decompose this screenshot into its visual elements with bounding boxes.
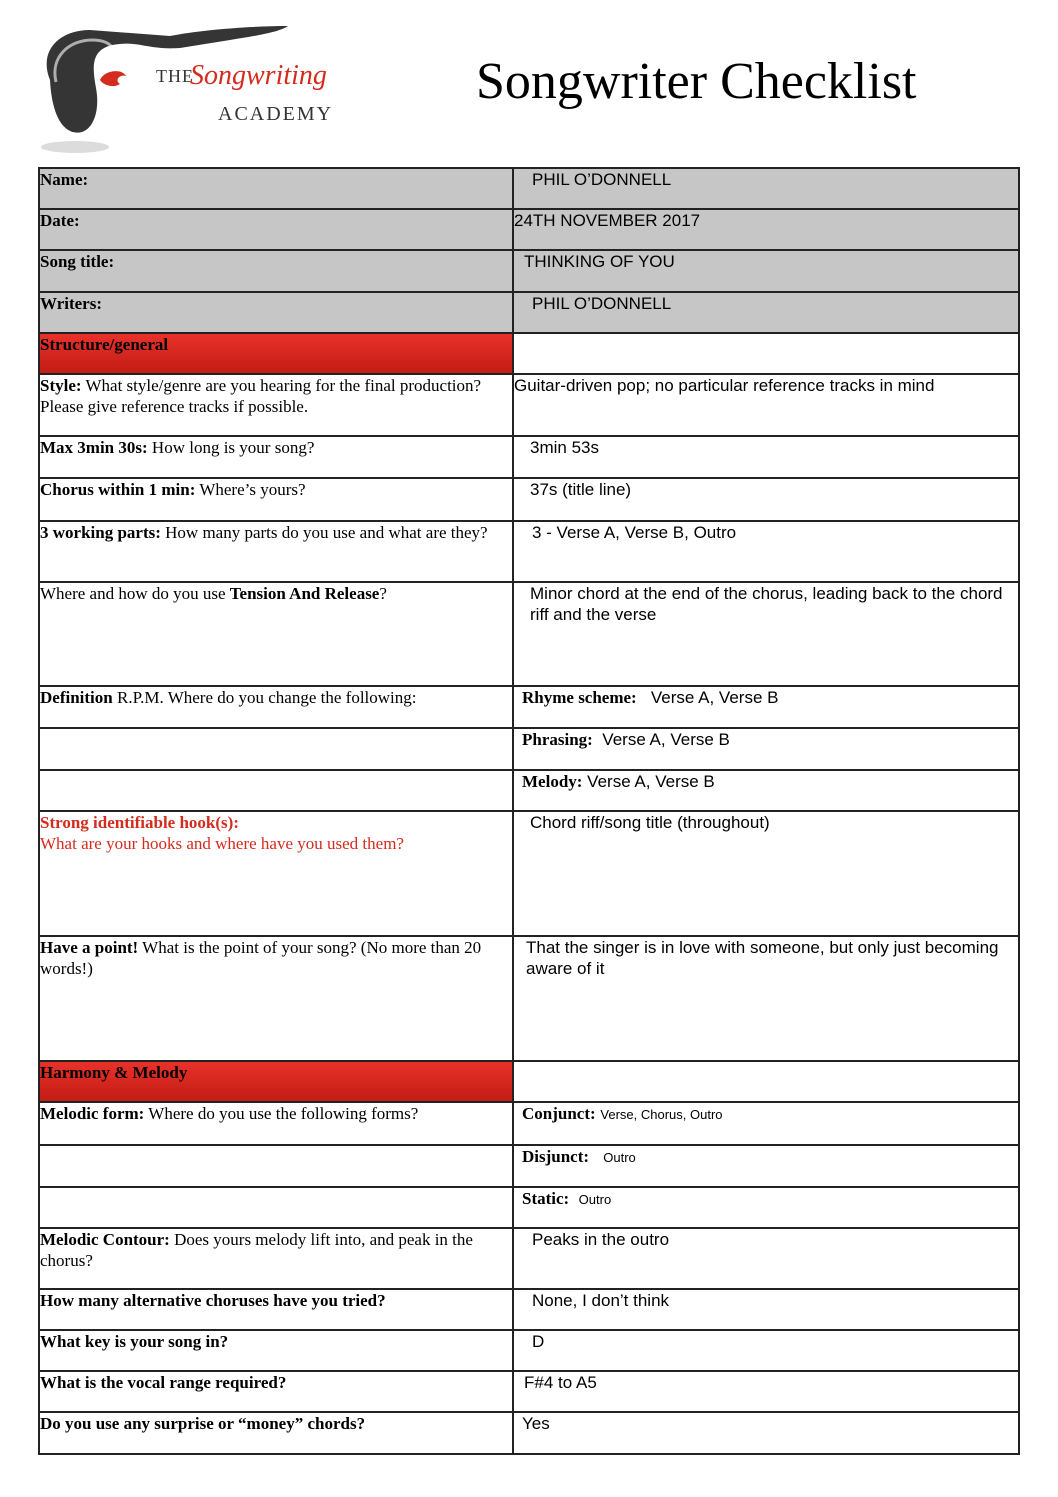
structure-heading: Structure/general [40, 335, 169, 354]
hook-row [39, 811, 1019, 936]
static-answer: Outro [578, 1192, 612, 1207]
phrasing-answer: Verse A, Verse B [602, 730, 730, 749]
definition-question: R.P.M. Where do you change the following: [112, 688, 417, 707]
chorus-answer: 37s (title line) [530, 480, 632, 499]
key-answer: D [532, 1332, 545, 1351]
song-title-label: Song title: [40, 252, 115, 271]
structure-section-header [39, 333, 1019, 374]
contour-question: Does yours melody lift into, and peak in the chorus? [40, 1230, 473, 1270]
melodic-form-row [39, 1102, 1019, 1145]
logo-the: The [156, 66, 194, 86]
song-title-value: THINKING OF YOU [524, 252, 675, 271]
name-value: PHIL O’DONNELL [532, 170, 672, 189]
style-label: Style: [40, 376, 82, 395]
style-answer: Guitar-driven pop; no particular reference tracks in mind [514, 376, 935, 395]
definition-label: Definition [40, 688, 113, 707]
info-row-song-title [39, 250, 1019, 292]
key-row [39, 1330, 1019, 1371]
static-row [39, 1187, 1019, 1228]
melody-row [39, 770, 1019, 811]
melody-answer: Verse A, Verse B [587, 772, 715, 791]
writers-label: Writers: [40, 294, 102, 313]
logo-songwriting: Songwriting [190, 60, 327, 91]
hook-answer: Chord riff/song title (throughout) [530, 813, 770, 832]
harmony-section-header [39, 1061, 1019, 1102]
melody-label: Melody: [522, 772, 583, 791]
style-row [39, 374, 1019, 436]
contour-row [39, 1228, 1019, 1289]
disjunct-row [39, 1145, 1019, 1187]
melodic-form-question: Where do you use the following forms? [144, 1104, 419, 1123]
parts-question: How many parts do you use and what are they? [160, 523, 488, 542]
length-row [39, 436, 1019, 478]
point-question: What is the point of your song? (No more than 20 words!) [40, 938, 482, 978]
length-question: How long is your song? [147, 438, 315, 457]
info-row-date [39, 209, 1019, 250]
tension-answer: Minor chord at the end of the chorus, leading back to the chord riff and the verse [530, 584, 1003, 624]
money-chords-label: Do you use any surprise or “money” chords? [40, 1414, 366, 1433]
chorus-question: Where’s yours? [195, 480, 306, 499]
style-question: What style/genre are you hearing for the final production? Please give reference tracks if possible. [40, 376, 482, 416]
parts-label: 3 working parts: [40, 523, 161, 542]
info-row-writers [39, 292, 1019, 333]
hook-label: Strong identifiable hook(s): [40, 813, 239, 832]
date-value: 24TH NOVEMBER 2017 [514, 211, 701, 230]
date-label: Date: [40, 211, 80, 230]
point-row [39, 936, 1019, 1061]
logo-academy: Academy [218, 103, 334, 125]
vocal-range-row [39, 1371, 1019, 1412]
page-title: Songwriter Checklist [476, 53, 917, 110]
chorus-row [39, 478, 1019, 521]
disjunct-label: Disjunct: [522, 1147, 590, 1166]
key-label: What key is your song in? [40, 1332, 229, 1351]
melodic-form-label: Melodic form: [40, 1104, 145, 1123]
tension-question-pre: Where and how do you use [40, 584, 230, 603]
rhyme-scheme-label: Rhyme scheme: [522, 688, 637, 707]
vocal-range-answer: F#4 to A5 [524, 1373, 597, 1392]
checklist-table [38, 167, 1020, 1455]
conjunct-answer: Verse, Chorus, Outro [600, 1107, 723, 1122]
disjunct-answer: Outro [603, 1150, 636, 1165]
contour-answer: Peaks in the outro [532, 1230, 670, 1249]
name-label: Name: [40, 170, 89, 189]
chorus-label: Chorus within 1 min: [40, 480, 196, 499]
rhyme-scheme-answer: Verse A, Verse B [650, 688, 779, 707]
vocal-range-label: What is the vocal range required? [40, 1373, 287, 1392]
tension-label: Tension And Release [229, 584, 380, 603]
length-answer: 3min 53s [530, 438, 599, 457]
length-label: Max 3min 30s: [40, 438, 148, 457]
alt-choruses-label: How many alternative choruses have you tried? [40, 1291, 386, 1310]
info-row-name [39, 168, 1019, 209]
parts-answer: 3 - Verse A, Verse B, Outro [532, 523, 737, 542]
alt-choruses-row [39, 1289, 1019, 1330]
conjunct-label: Conjunct: [522, 1104, 596, 1123]
money-chords-row [39, 1412, 1019, 1454]
songwriting-academy-logo [30, 20, 350, 160]
contour-label: Melodic Contour: [40, 1230, 170, 1249]
harmony-heading: Harmony & Melody [40, 1063, 188, 1082]
phrasing-label: Phrasing: [522, 730, 593, 749]
point-answer: That the singer is in love with someone, but only just becoming aware of it [526, 938, 999, 978]
parts-row [39, 521, 1019, 582]
tension-row [39, 582, 1019, 686]
phrasing-row [39, 728, 1019, 770]
alt-choruses-answer: None, I don’t think [532, 1291, 670, 1310]
tension-question-post: ? [379, 584, 387, 603]
money-chords-answer: Yes [522, 1414, 550, 1433]
writers-value: PHIL O’DONNELL [532, 294, 672, 313]
definition-row [39, 686, 1019, 728]
static-label: Static: [522, 1189, 570, 1208]
point-label: Have a point! [40, 938, 139, 957]
hook-question: What are your hooks and where have you used them? [40, 834, 404, 853]
